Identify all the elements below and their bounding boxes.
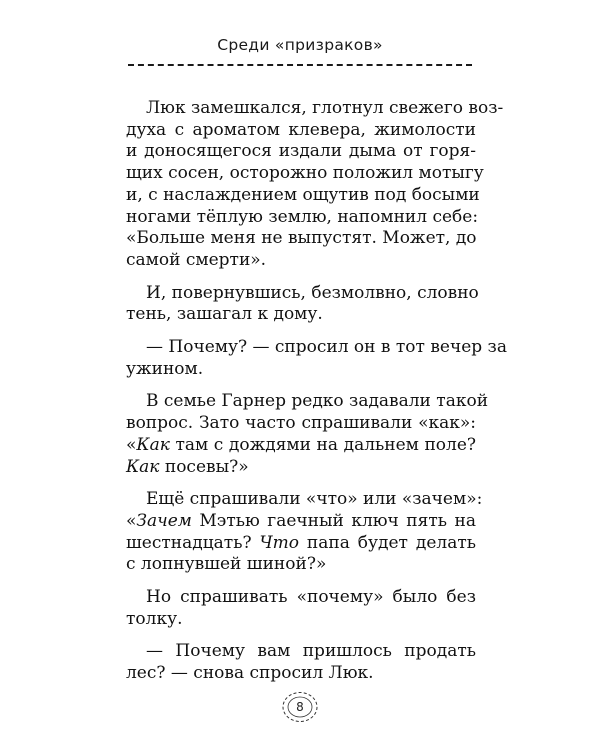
italic-segment: Что [259, 532, 299, 553]
text-segment: Ещё спрашивали «что» или «зачем»: [146, 489, 483, 510]
italic-segment: Как [136, 434, 170, 455]
paragraph [126, 587, 476, 630]
header-dashed-rule [128, 64, 472, 66]
text-line [126, 304, 476, 326]
text-line [126, 554, 476, 576]
text-line [126, 282, 479, 305]
italic-segment: Как [126, 456, 160, 477]
text-segment: там с дождями на дальнем поле? [169, 434, 476, 455]
page-number: 8 [296, 700, 304, 714]
text-line [126, 457, 476, 479]
text-line [126, 641, 476, 663]
text-segment: самой смерти». [126, 249, 267, 270]
text-segment: « [126, 434, 137, 455]
text-line [126, 511, 476, 533]
text-segment: духа с ароматом клевера, жимолости [126, 119, 476, 140]
text-line [126, 587, 476, 609]
text-segment: шестнадцать? [126, 532, 260, 553]
text-line [126, 391, 489, 413]
text-line [126, 206, 479, 229]
text-line [126, 250, 476, 272]
text-segment: папа будет делать [299, 532, 476, 553]
text-segment: — Почему? — спросил он в тот вечер за [146, 337, 507, 358]
text-segment: вопрос. Зато часто спрашивали «как»: [126, 413, 476, 434]
text-segment: Но спрашивать «почему» было без [146, 587, 476, 608]
text-segment: с лопнувшей шиной?» [126, 554, 327, 575]
text-segment: и, с наслаждением ощутив под босыми [126, 184, 480, 205]
text-segment: ногами тёплую землю, напомнил себе: [126, 206, 479, 227]
text-segment: тень, зашагал к дому. [126, 304, 323, 325]
text-line [126, 609, 476, 631]
paragraph [126, 98, 504, 272]
paragraph [126, 282, 479, 326]
text-segment: ужином. [126, 358, 204, 379]
text-segment: лес? — снова спросил Люк. [126, 663, 374, 684]
text-segment: «Больше меня не выпустят. Может, до [126, 228, 477, 249]
text-line [126, 533, 476, 555]
paragraph [126, 337, 507, 380]
text-segment: щих сосен, осторожно положил мотыгу [126, 163, 484, 184]
text-line [126, 163, 484, 185]
text-line [126, 489, 483, 511]
text-line [126, 337, 507, 359]
text-line [126, 228, 476, 250]
text-line [126, 141, 476, 163]
paragraph [126, 641, 476, 684]
text-line [126, 435, 476, 457]
text-segment: Мэтью гаечный ключ пять на [191, 510, 476, 531]
body-text [126, 98, 507, 696]
paragraph [126, 489, 483, 576]
text-line [126, 98, 504, 120]
text-segment: И, повернувшись, безмолвно, словно [146, 282, 479, 303]
italic-segment: Зачем [136, 510, 192, 531]
running-head: Среди «призраков» [217, 36, 383, 54]
text-segment: « [126, 510, 137, 531]
page-folio [274, 688, 326, 726]
text-segment: посевы?» [159, 456, 249, 477]
text-line [126, 359, 476, 381]
text-segment: — Почему вам пришлось продать [146, 641, 476, 662]
text-segment: и доносящегося издали дыма от горя- [126, 141, 476, 162]
paragraph [126, 391, 489, 478]
text-segment: Люк замешкался, глотнул свежего воз- [146, 98, 504, 118]
text-segment: В семье Гарнер редко задавали такой [146, 391, 489, 412]
text-line [126, 413, 476, 435]
text-line [126, 120, 476, 142]
text-line [126, 184, 480, 207]
text-line [126, 663, 476, 685]
text-segment: толку. [126, 608, 183, 629]
